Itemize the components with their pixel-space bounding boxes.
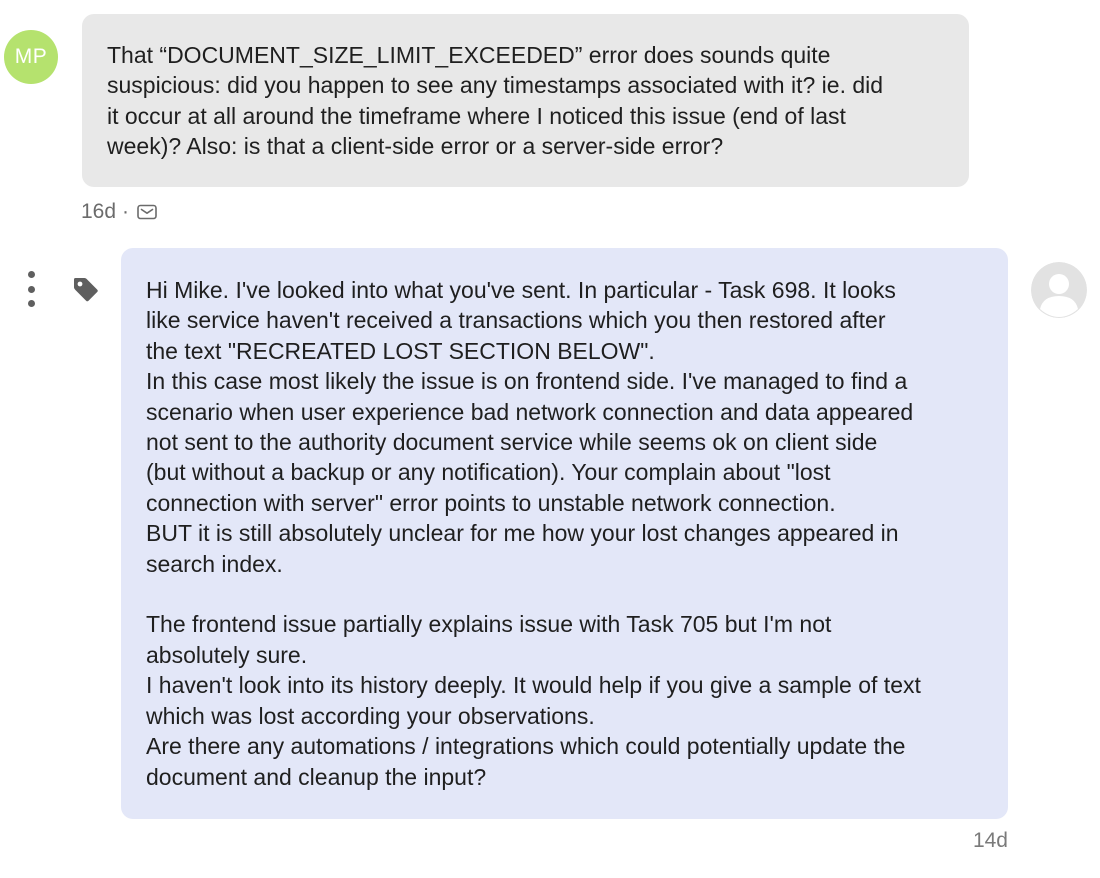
outgoing-message-bubble xyxy=(121,248,1008,819)
envelope-icon xyxy=(137,204,157,220)
tag-icon[interactable] xyxy=(72,276,100,302)
incoming-message-time: 16d xyxy=(81,200,117,223)
incoming-message-bubble xyxy=(82,14,969,187)
meta-separator: · xyxy=(122,200,130,223)
more-vertical-icon[interactable] xyxy=(20,271,42,307)
outgoing-message-time: 14d xyxy=(972,829,1008,852)
incoming-message-text: That “DOCUMENT_SIZE_LIMIT_EXCEEDED” error does sounds quite suspicious: did you happen to see any timestamps associated with it? ie. did it occur at all around the timeframe where I noticed this issue (end of last week)? Also: is that a client-side error or a server-side error? xyxy=(107,42,884,160)
outgoing-message-text: Hi Mike. I've looked into what you've sent. In particular - Task 698. It looks like service haven't received a transactions which you then restored after the text "RECREATED LOST SECTION BELOW". In this case most likely the issue is on frontend side. I've managed to find a scenario when user experience bad network connection and data appeared not sent to the authority document service while seems ok on client side (but without a backup or any notification). Your complain about "lost connection with server" error points to unstable network connection. BUT it is still absolutely unclear for me how your lost changes appeared in search index. The frontend issue partially explains issue with Task 705 but I'm not absolutely sure. I haven't look into its history deeply. It would help if you give a sample of text which was lost according your observations. Are there any automations / integrations which could potentially update the document and cleanup the input? xyxy=(146,277,921,790)
kebab-dot xyxy=(28,300,35,307)
sender-initials: MP xyxy=(14,45,48,68)
incoming-message-meta xyxy=(81,198,157,226)
kebab-dot xyxy=(28,271,35,278)
sender-avatar[interactable] xyxy=(4,30,58,84)
user-silhouette-icon xyxy=(1031,262,1087,318)
default-user-avatar-icon[interactable] xyxy=(1031,262,1087,318)
kebab-dot xyxy=(28,286,35,293)
